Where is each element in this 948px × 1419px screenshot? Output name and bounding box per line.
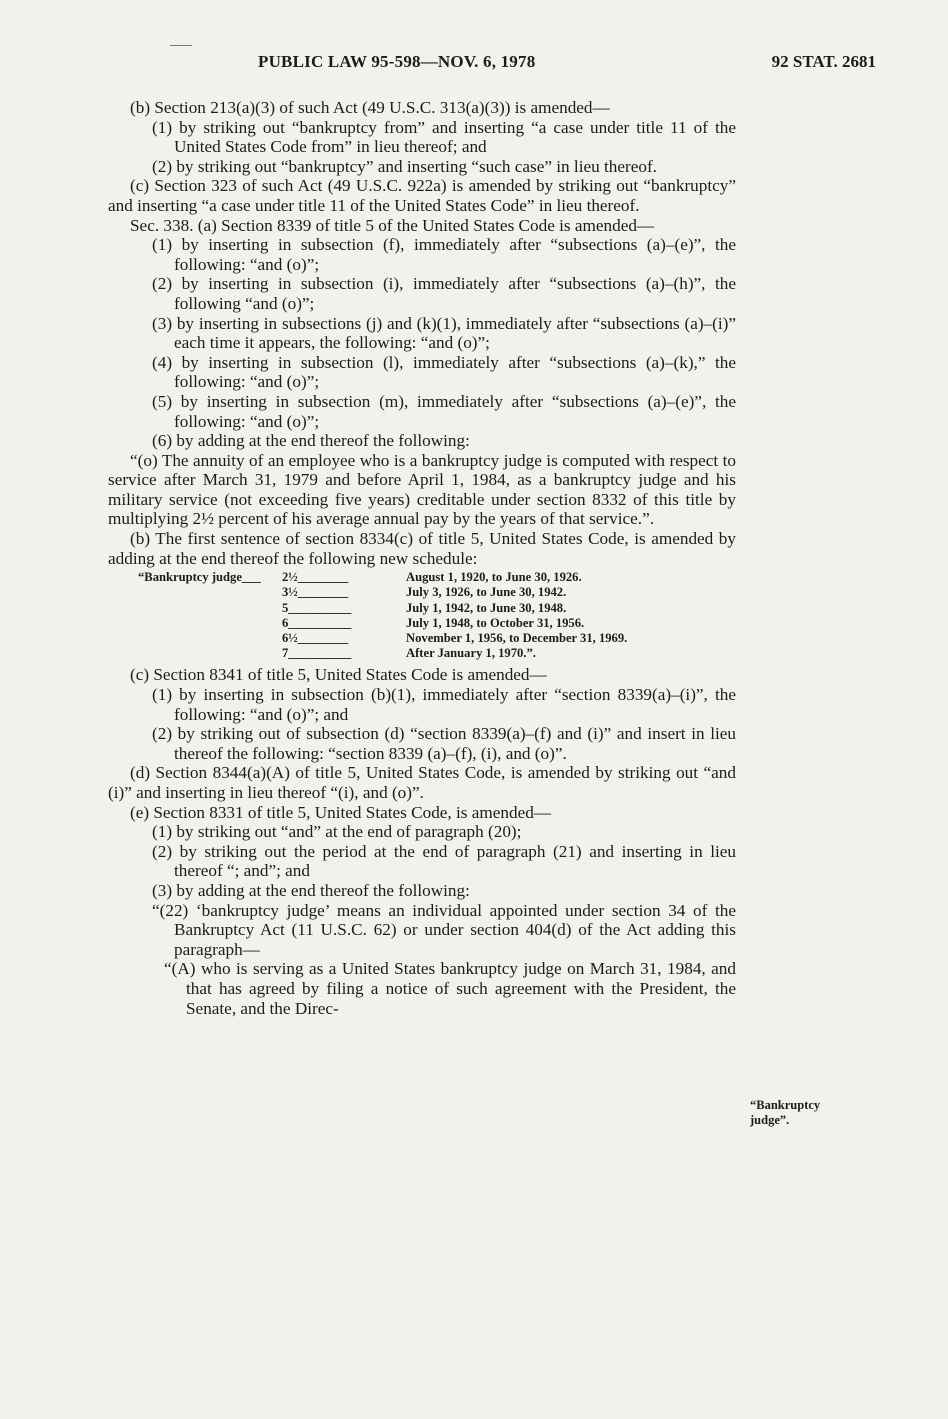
paragraph: “(A) who is serving as a United States bankruptcy judge on March 31, 1984, and that has agreed by filing a notice of such agreement with the President, the Senate, and the Direc- bbox=[164, 959, 736, 1018]
schedule-cell: 5__________ bbox=[282, 600, 352, 615]
schedule-cell: 3½________ bbox=[282, 585, 349, 600]
paragraph: (c) Section 323 of such Act (49 U.S.C. 922a) is amended by striking out “bankruptcy” and inserting “a case under title 11 of the United States Code” in lieu thereof. bbox=[108, 176, 736, 215]
paragraph: (2) by inserting in subsection (i), immediately after “subsections (a)–(h)”, the following “and (o)”; bbox=[152, 274, 736, 313]
paragraph: (3) by inserting in subsections (j) and (k)(1), immediately after “subsections (a)–(i)” each time it appears, the following: “and (o)”; bbox=[152, 313, 736, 353]
paragraph: (5) by inserting in subsection (m), immediately after “subsections (a)–(e)”, the following: “and (o)”; bbox=[152, 391, 736, 431]
schedule-cell bbox=[108, 631, 282, 646]
paragraph: (2) by striking out the period at the end of paragraph (21) and inserting in lieu thereof “; and”; and bbox=[152, 841, 736, 881]
schedule-cell bbox=[108, 616, 282, 631]
schedule-row bbox=[108, 601, 736, 616]
paragraph: (1) by inserting in subsection (f), immediately after “subsections (a)–(e)”, the following: “and (o)”; bbox=[152, 235, 736, 274]
schedule-cell: November 1, 1956, to December 31, 1969. bbox=[406, 631, 628, 646]
paragraph: (4) by inserting in subsection (l), immediately after “subsections (a)–(k),” the following: “and (o)”; bbox=[152, 352, 736, 392]
paragraph: (b) Section 213(a)(3) of such Act (49 U.S.C. 313(a)(3)) is amended— bbox=[130, 98, 610, 117]
schedule-cell: After January 1, 1970.”. bbox=[406, 646, 536, 661]
paragraph: (6) by adding at the end thereof the following: bbox=[152, 431, 470, 451]
paragraph: (1) by inserting in subsection (b)(1), immediately after “section 8339(a)–(i)”, the following: “and (o)”; and bbox=[152, 685, 736, 724]
paragraph: (1) by striking out “and” at the end of paragraph (20); bbox=[152, 822, 522, 842]
schedule-row bbox=[108, 646, 736, 661]
paragraph: (d) Section 8344(a)(A) of title 5, United States Code, is amended by striking out “and (i)” and inserting in lieu thereof “(i), and (o)”. bbox=[108, 763, 736, 803]
paragraph: (3) by adding at the end thereof the following: bbox=[152, 881, 470, 900]
schedule-row bbox=[108, 616, 736, 631]
scan-mark bbox=[170, 45, 192, 46]
header-stat: 92 STAT. 2681 bbox=[771, 52, 876, 71]
schedule-cell: 7__________ bbox=[282, 646, 352, 661]
paragraph: (2) by striking out “bankruptcy” and inserting “such case” in lieu thereof. bbox=[152, 156, 657, 176]
paragraph: (1) by striking out “bankruptcy from” and inserting “a case under title 11 of the United States Code from” in lieu thereof; and bbox=[152, 117, 736, 157]
paragraph: (c) Section 8341 of title 5, United States Code is amended— bbox=[130, 665, 547, 685]
paragraph: (2) by striking out of subsection (d) “section 8339(a)–(f) and (i)” and insert in lieu thereof the following: “section 8339 (a)–(f), (i), and (o)”. bbox=[152, 724, 736, 763]
section-paragraph: Sec. 338. (a) Section 8339 of title 5 of the United States Code is amended— bbox=[130, 215, 655, 235]
schedule-cell: 2½________ bbox=[282, 570, 349, 585]
document-body bbox=[108, 98, 736, 1018]
schedule-cell: 6½________ bbox=[282, 631, 349, 646]
paragraph: (e) Section 8331 of title 5, United States Code, is amended— bbox=[130, 802, 552, 822]
schedule-row bbox=[108, 585, 736, 600]
schedule-cell: “Bankruptcy judge___ bbox=[138, 570, 261, 585]
schedule-row bbox=[108, 570, 736, 585]
paragraph: (b) The first sentence of section 8334(c) of title 5, United States Code, is amended by adding at the end thereof the following new schedule: bbox=[108, 529, 736, 568]
paragraph: “(22) ‘bankruptcy judge’ means an individual appointed under section 34 of the Bankruptcy Act (11 U.S.C. 62) or under section 404(d) of the Act adding this paragraph— bbox=[152, 900, 736, 959]
schedule-cell bbox=[108, 601, 282, 616]
margin-note: “Bankruptcy judge”. bbox=[750, 1098, 821, 1127]
schedule-cell bbox=[108, 646, 282, 661]
header-title: PUBLIC LAW 95-598—NOV. 6, 1978 bbox=[258, 52, 536, 71]
schedule-row bbox=[108, 631, 736, 646]
schedule-cell: August 1, 1920, to June 30, 1926. bbox=[406, 570, 582, 585]
schedule-cell: July 1, 1948, to October 31, 1956. bbox=[406, 615, 585, 630]
schedule-cell: 6__________ bbox=[282, 615, 352, 630]
schedule-cell bbox=[108, 585, 282, 600]
schedule-cell: July 1, 1942, to June 30, 1948. bbox=[406, 600, 567, 615]
schedule-table bbox=[108, 570, 736, 661]
page-header bbox=[108, 52, 876, 78]
schedule-cell: July 3, 1926, to June 30, 1942. bbox=[406, 585, 567, 600]
paragraph: “(o) The annuity of an employee who is a bankruptcy judge is computed with respect to service after March 31, 1979 and before April 1, 1984, as a bankruptcy judge and his military service (not exceeding five years) creditable under section 8332 of this title by multiplying 2½ percent of his average annual pay by the years of that service.”. bbox=[108, 450, 736, 529]
